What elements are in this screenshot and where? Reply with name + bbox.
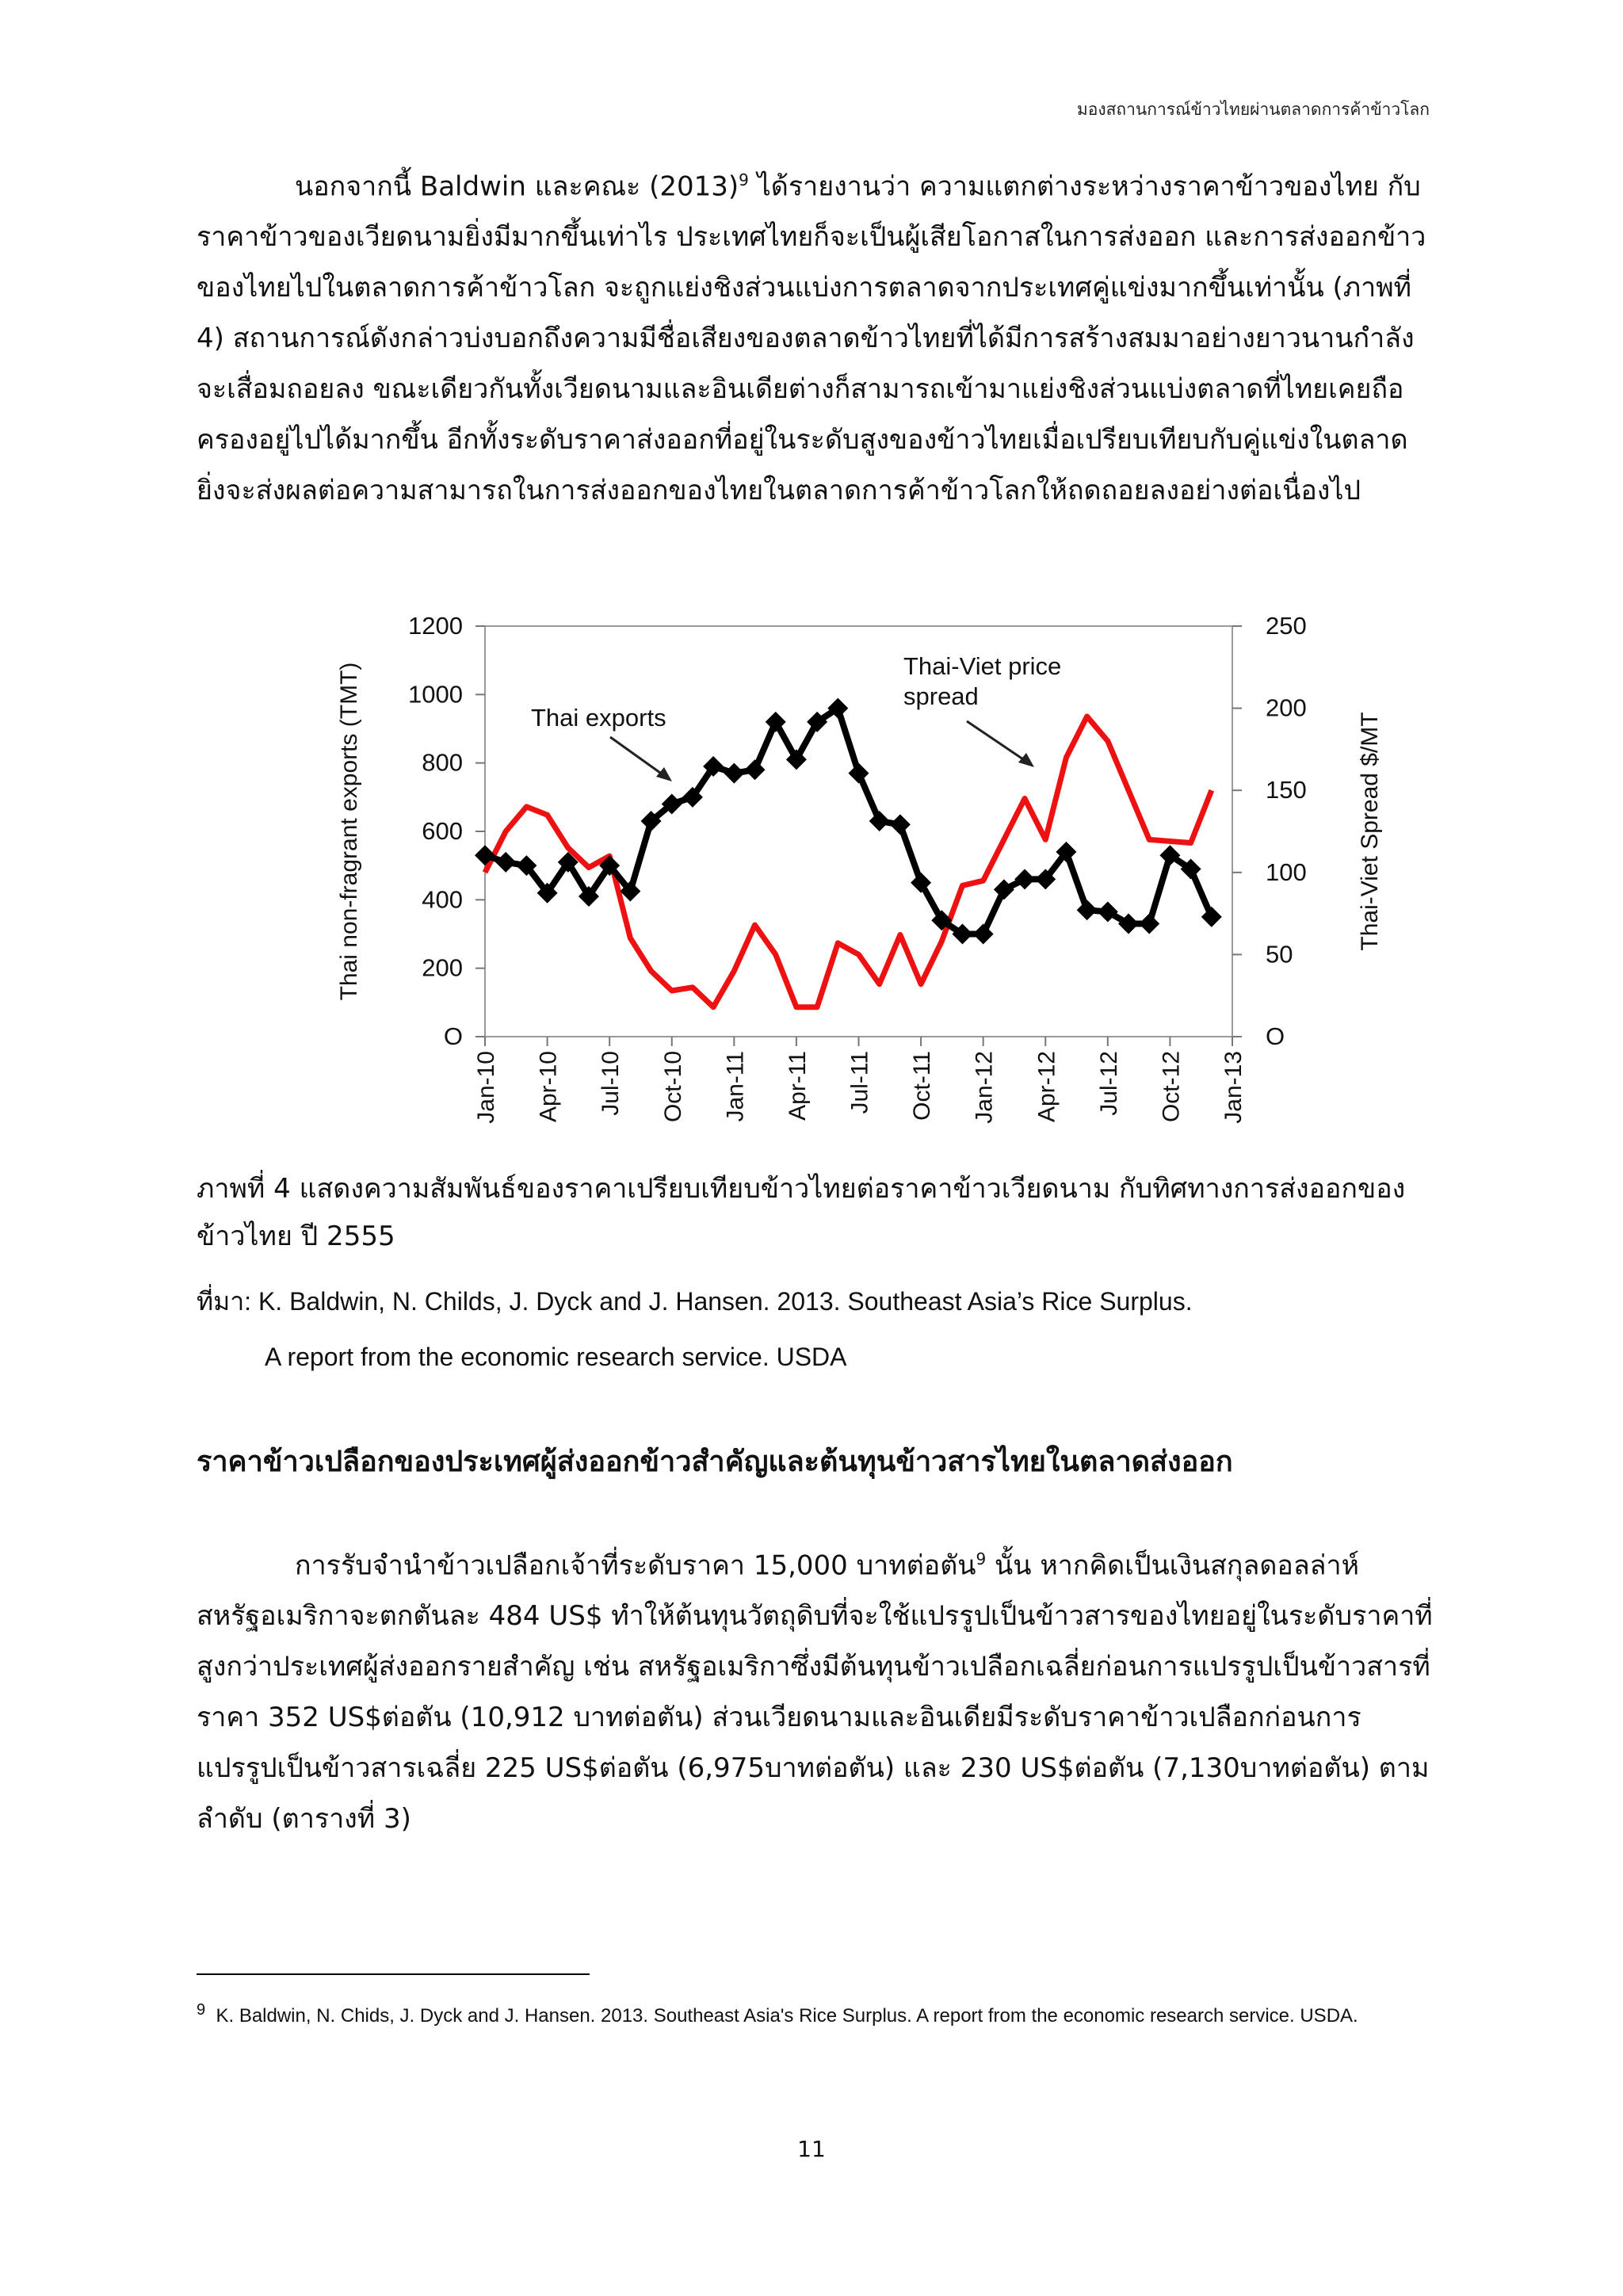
y-left-tick-label: O <box>443 1022 463 1050</box>
y-left-tick-label: 400 <box>422 885 463 914</box>
y-left-tick-label: 600 <box>422 817 463 845</box>
footnote-mark: 9 <box>197 2001 206 2019</box>
annotation-thai-exports: Thai exports <box>531 704 666 732</box>
annotation-arrowhead-exports <box>656 767 672 781</box>
paragraph-2-start: การรับจำนำข้าวเปลือกเจ้าที่ระดับราคา 15,000 บาทต่อตัน <box>295 1549 976 1582</box>
exports-marker <box>1139 914 1159 934</box>
section-heading: ราคาข้าวเปลือกของประเทศผู้ส่งออกข้าวสำคัญและต้นทุนข้าวสารไทยในตลาดส่งออก <box>197 1446 1233 1478</box>
paragraph-2-rest: นั้น หากคิดเป็นเงินสกุลดอลล่าห์สหรัฐอเมริกาจะตกตันละ 484 US$ ทำให้ต้นทุนวัตถุดิบที่จะใช้แปรรูปเป็นข้าวสารของไทยอยู่ในระดับราคาที่สูงกว่าประเทศผู้ส่งออกรายสำคัญ เช่น สหรัฐอเมริกาซึ่งมีต้นทุนข้าวเปลือกเฉลี่ยก่อนการแปรรูปเป็นข้าวสารที่ราคา 352 US$ต่อตัน (10,912 บาทต่อตัน) ส่วนเวียดนามและอินเดียมีระดับราคาข้าวเปลือกก่อนการแปรรูปเป็นข้าวสารเฉลี่ย 225 US$ต่อตัน (6,975บาทต่อตัน) และ 230 US$ต่อตัน (7,130บาทต่อตัน) ตามลำดับ (ตารางที่ 3) <box>197 1549 1433 1836</box>
figure-source: ที่มา: K. Baldwin, N. Childs, J. Dyck and J. Hansen. 2013. Southeast Asia’s Rice Surplus. <box>197 1287 1193 1316</box>
annotation-arrowhead-spread <box>1018 753 1034 767</box>
body-paragraph-2 <box>197 1534 1433 1844</box>
figure-caption: ภาพที่ 4 แสดงความสัมพันธ์ของราคาเปรียบเทียบข้าวไทยต่อราคาข้าวเวียดนาม กับทิศทางการส่งออกของข้าวไทย ปี 2555 <box>197 1173 1406 1252</box>
y-right-tick-label: 200 <box>1266 693 1307 722</box>
annotation-arrow-spread <box>967 721 1028 762</box>
figure-source-continued: A report from the economic research service. USDA <box>265 1343 847 1371</box>
body-paragraph-1 <box>197 155 1433 516</box>
y-right-tick-label: 50 <box>1266 940 1293 968</box>
y-right-axis-title: Thai-Viet Spread $/MT <box>1357 712 1383 951</box>
y-left-tick-label: 200 <box>422 953 463 982</box>
exports-marker <box>495 852 516 873</box>
running-header: มองสถานการณ์ข้าวไทยผ่านตลาดการค้าข้าวโลก <box>1076 100 1430 119</box>
x-tick-label: Oct-12 <box>1158 1051 1185 1123</box>
y-left-tick-label: 1000 <box>408 680 463 709</box>
exports-marker <box>973 924 994 945</box>
x-tick-label: Apr-11 <box>784 1051 811 1121</box>
paragraph-1-rest: ได้รายงานว่า ความแตกต่างระหว่างราคาข้าวของไทย กับราคาข้าวของเวียดนามยิ่งมีมากขึ้นเท่าไร ประเทศไทยก็จะเป็นผู้เสียโอกาสในการส่งออก และการส่งออกข้าวของไทยไปในตลาดการค้าข้าวโลก จะถูกแย่งชิงส่วนแบ่งการตลาดจากประเทศคู่แข่งมากขึ้นเท่านั้น (ภาพที่ 4) สถานการณ์ดังกล่าวบ่งบอกถึงความมีชื่อเสียงของตลาดข้าวไทยที่ได้มีการสร้างสมมาอย่างยาวนานกำลังจะเสื่อมถอยลง ขณะเดียวกันทั้งเวียดนามและอินเดียต่างก็สามารถเข้ามาแย่งชิงส่วนแบ่งตลาดที่ไทยเคยถือครองอยู่ไปได้มากขึ้น อีกทั้งระดับราคาส่งออกที่อยู่ในระดับสูงของข้าวไทยเมื่อเปรียบเทียบกับคู่แข่งในตลาด ยิ่งจะส่งผลต่อความสามารถในการส่งออกของไทยในตลาดการค้าข้าวโลกให้ถดถอยลงอย่างต่อเนื่องไป <box>197 170 1426 507</box>
y-right-tick-label: O <box>1266 1022 1285 1050</box>
rice-export-chart <box>317 598 1411 1153</box>
exports-marker <box>724 763 744 784</box>
exports-marker <box>890 814 911 835</box>
footnote-text: K. Baldwin, N. Chids, J. Dyck and J. Hansen. 2013. Southeast Asia's Rice Surplus. A report from the economic research service. USDA. <box>216 2005 1358 2027</box>
y-left-tick-label: 1200 <box>408 612 463 640</box>
x-tick-label: Apr-12 <box>1033 1051 1060 1123</box>
footnote <box>197 1991 1433 2035</box>
annotation-arrow-exports <box>610 737 666 777</box>
exports-marker <box>869 811 890 831</box>
paragraph-1-start: นอกจากนี้ Baldwin และคณะ (2013) <box>295 170 739 203</box>
x-tick-label: Jul-10 <box>598 1051 624 1116</box>
y-right-tick-label: 150 <box>1266 776 1307 804</box>
y-left-axis-title: Thai non-fragrant exports (TMT) <box>336 662 362 1001</box>
exports-marker <box>1014 869 1035 889</box>
x-tick-label: Jan-13 <box>1220 1051 1247 1124</box>
x-tick-label: Oct-11 <box>909 1051 936 1121</box>
exports-marker <box>849 763 869 784</box>
x-tick-label: Jul-11 <box>846 1051 873 1114</box>
footnote-ref-2: 9 <box>976 1549 987 1568</box>
footnote-ref: 9 <box>739 170 749 189</box>
plot-frame <box>485 626 1232 1037</box>
y-right-tick-label: 250 <box>1266 612 1307 640</box>
annotation-spread-line2: spread <box>903 682 979 710</box>
x-tick-label: Jan-12 <box>971 1051 998 1124</box>
y-left-tick-label: 800 <box>422 748 463 777</box>
x-tick-label: Jul-12 <box>1095 1051 1122 1116</box>
y-right-tick-label: 100 <box>1266 858 1307 886</box>
x-tick-label: Jan-10 <box>473 1051 499 1124</box>
annotation-spread-line1: Thai-Viet price <box>903 652 1062 680</box>
page-number: 11 <box>797 2136 826 2162</box>
x-tick-label: Oct-10 <box>659 1051 686 1123</box>
exports-marker <box>745 759 766 780</box>
spread-line <box>485 716 1212 1007</box>
exports-marker <box>1201 907 1222 927</box>
x-tick-label: Apr-10 <box>535 1051 562 1123</box>
x-tick-label: Jan-11 <box>722 1051 749 1122</box>
exports-marker <box>994 879 1014 900</box>
exports-marker <box>1077 900 1098 920</box>
footnote-divider <box>197 1973 590 1975</box>
